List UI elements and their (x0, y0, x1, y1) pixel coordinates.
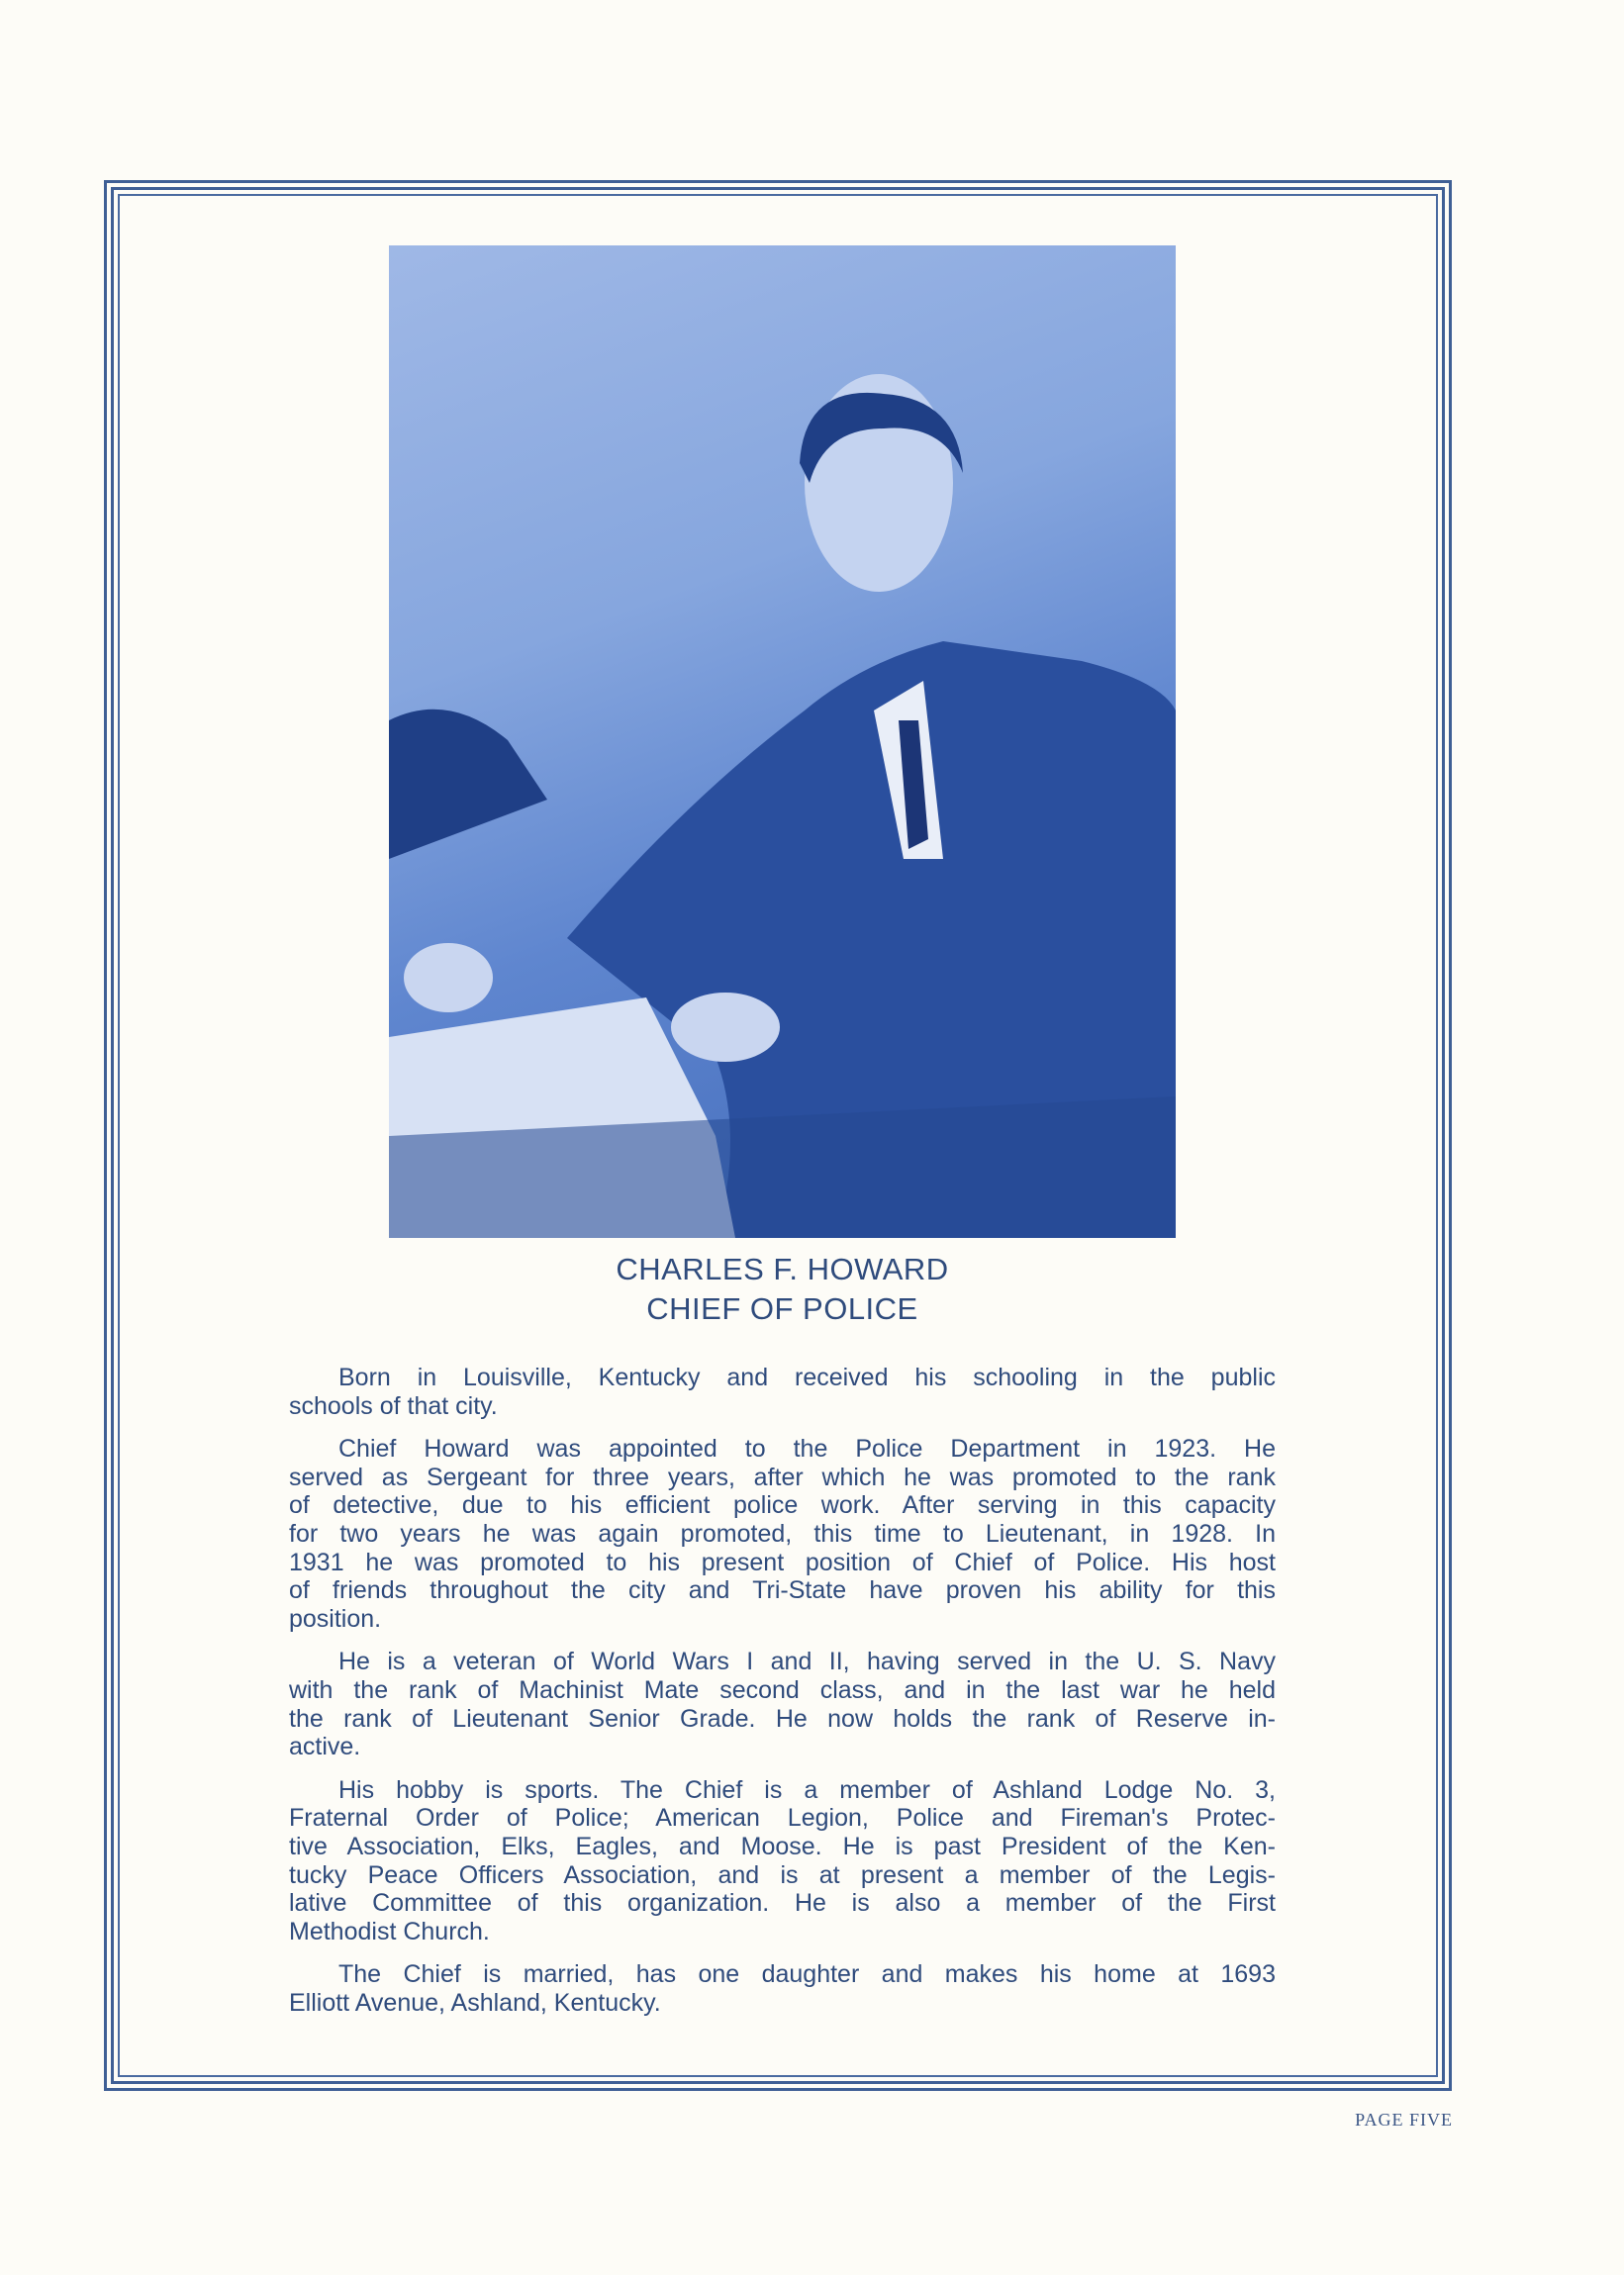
text-line: active. (289, 1733, 361, 1761)
person-name: CHARLES F. HOWARD (616, 1252, 949, 1286)
text-line: Elliott Avenue, Ashland, Kentucky. (289, 1988, 661, 2017)
left-hand (404, 943, 493, 1012)
paragraph (289, 1648, 1276, 1760)
page-number: PAGE FIVE (1355, 2110, 1453, 2130)
text-line: He is a veteran of World Wars I and II, having served in the U. S. Navy (338, 1648, 1276, 1676)
paragraph (289, 1364, 1276, 1420)
person-title: CHIEF OF POLICE (646, 1291, 918, 1326)
text-line: the rank of Lieutenant Senior Grade. He now holds the rank of Reserve in- (289, 1704, 1276, 1733)
text-line: Fraternal Order of Police; American Legion, Police and Fireman's Protec- (289, 1804, 1276, 1833)
right-hand (671, 993, 780, 1062)
desk-lamp (389, 710, 547, 859)
text-line: 1931 he was promoted to his present position of Chief of Police. His host (289, 1548, 1276, 1576)
paragraph (289, 1435, 1276, 1633)
paragraph (289, 1960, 1276, 2017)
text-line: tucky Peace Officers Association, and is at present a member of the Legis- (289, 1860, 1276, 1889)
text-line: served as Sergeant for three years, after which he was promoted to the rank (289, 1463, 1276, 1491)
text-line: of friends throughout the city and Tri-State have proven his ability for this (289, 1576, 1276, 1605)
paragraph (289, 1776, 1276, 1946)
text-line: of detective, due to his efficient police work. After serving in this capacity (289, 1491, 1276, 1520)
text-line: His hobby is sports. The Chief is a member of Ashland Lodge No. 3, (338, 1775, 1276, 1804)
text-line: for two years he was again promoted, this time to Lieutenant, in 1928. In (289, 1519, 1276, 1548)
text-line: tive Association, Elks, Eagles, and Moose. He is past President of the Ken- (289, 1832, 1276, 1860)
text-line: lative Committee of this organization. He is also a member of the First (289, 1889, 1276, 1918)
text-line: schools of that city. (289, 1391, 498, 1420)
text-line: Chief Howard was appointed to the Police Department in 1923. He (338, 1435, 1276, 1464)
portrait-photo (389, 245, 1176, 1238)
text-line: position. (289, 1604, 382, 1633)
text-line: Born in Louisville, Kentucky and received his schooling in the public (338, 1364, 1276, 1391)
text-line: Methodist Church. (289, 1917, 490, 1945)
text-line: with the rank of Machinist Mate second class, and in the last war he held (289, 1675, 1276, 1704)
biography-text (289, 1364, 1276, 2032)
text-line: The Chief is married, has one daughter and makes his home at 1693 (338, 1960, 1276, 1989)
